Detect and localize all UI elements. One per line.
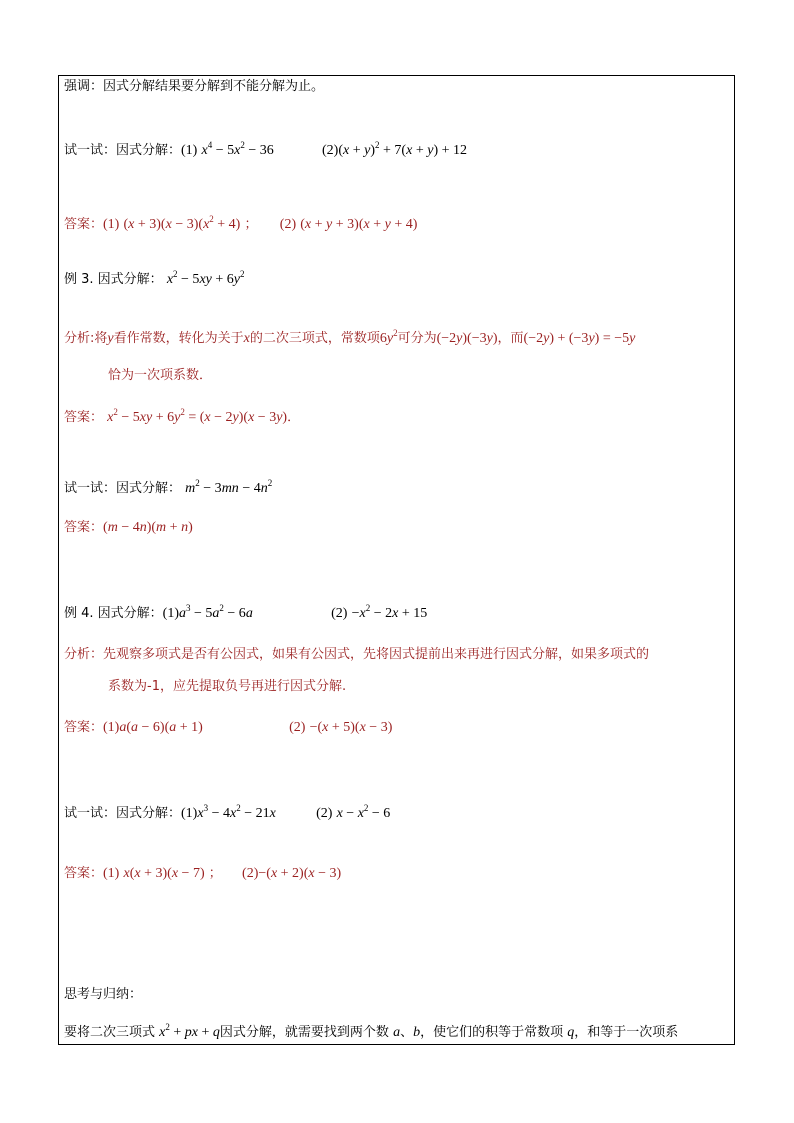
try2-expression: $m^2 - 3mn - 4n^2$ bbox=[185, 478, 273, 496]
example3-answer-expression: $x^2 - 5xy + 6y^2 = (x - 2y)(x - 3y)$ bbox=[107, 407, 288, 425]
try3-a2-expression: −(x + 2)(x − 3) bbox=[258, 866, 342, 881]
try2-answer-line bbox=[64, 519, 193, 537]
example3-label: 例 3. 因式分解： bbox=[64, 272, 163, 287]
example4-analysis-text-1: 先观察多项式是否有公因式，如果有公因式，先将因式提前出来再进行因式分解，如果多项式的 bbox=[103, 647, 650, 662]
example3-answer-line bbox=[64, 409, 300, 427]
example4-problem-line bbox=[64, 605, 427, 623]
example4-answer-line bbox=[64, 719, 392, 737]
example4-a2-expression: −(x + 5)(x − 3) bbox=[309, 720, 393, 735]
try1-a1-expression: $(x + 3)(x - 3)(x^2 + 4)$ bbox=[123, 214, 241, 232]
try1-answer-line bbox=[64, 216, 417, 234]
try1-problem-line bbox=[64, 142, 467, 160]
try1-a1-separator: ； bbox=[244, 217, 258, 232]
try3-label: 试一试：因式分解： bbox=[64, 806, 182, 821]
example3-analysis-text-5: ，而 bbox=[497, 331, 524, 346]
example4-analysis-continuation: 系数为-1，应先提取负号再进行因式分解. bbox=[108, 679, 347, 694]
emphasis-label: 强调： bbox=[64, 79, 104, 94]
try2-problem-line bbox=[64, 480, 272, 498]
summary-var-q: q bbox=[567, 1025, 575, 1040]
example3-var-y: y bbox=[107, 331, 114, 346]
example3-answer-end: ． bbox=[287, 410, 301, 425]
example3-expression: $x^2 - 5xy + 6y^2$ bbox=[166, 269, 245, 287]
summary-text-line bbox=[64, 1024, 678, 1042]
example3-analysis-continuation: 恰为一次项系数． bbox=[108, 368, 213, 383]
example3-analysis-text-3: 的二次三项式，常数项 bbox=[249, 331, 380, 346]
example3-var-x: x bbox=[243, 331, 250, 346]
try1-p1-expression: $x^4 - 5x^2 - 36$ bbox=[201, 140, 274, 158]
emphasis-text: 因式分解结果要分解到不能分解为止。 bbox=[103, 79, 325, 94]
try1-a1-prefix: (1) bbox=[103, 217, 120, 232]
example4-p1-expression: $a^3 - 5a^2 - 6a$ bbox=[179, 603, 253, 621]
summary-var-b: b bbox=[413, 1025, 421, 1040]
example4-p2-expression: $-x^2 - 2x + 15$ bbox=[351, 603, 428, 621]
try3-a1-prefix: (1) bbox=[103, 866, 120, 881]
try1-p1-prefix: (1) bbox=[181, 143, 198, 158]
example3-constant-term: $6y^2$ bbox=[379, 328, 398, 346]
example3-analysis-text-4: 可分为 bbox=[397, 331, 437, 346]
try3-problem-line bbox=[64, 805, 390, 823]
try1-p2-expression: $(x + y)^2 + 7(x + y) + 12$ bbox=[338, 140, 467, 158]
example3-analysis-line bbox=[64, 330, 635, 348]
example4-p2-prefix: (2) bbox=[331, 606, 348, 621]
summary-heading: 思考与归纳： bbox=[64, 987, 143, 1002]
try2-answer-label: 答案： bbox=[64, 520, 104, 535]
try2-answer-expression: (m − 4n)(m + n) bbox=[103, 520, 193, 535]
summary-text-e: ，和等于一次项系 bbox=[574, 1025, 679, 1040]
example3-analysis-text-1: 将 bbox=[94, 331, 108, 346]
summary-text-c: 、 bbox=[400, 1025, 414, 1040]
example4-answer-label: 答案： bbox=[64, 720, 104, 735]
try3-a1-expression: x(x + 3)(x − 7) bbox=[123, 866, 205, 881]
example4-analysis-label: 分析： bbox=[64, 647, 104, 662]
try3-p1-expression: $x^3 - 4x^2 - 21x$ bbox=[197, 803, 276, 821]
example4-analysis-line bbox=[64, 646, 649, 664]
summary-var-a: a bbox=[393, 1025, 401, 1040]
try1-a2-prefix: (2) bbox=[279, 217, 297, 232]
try1-a2-expression: (x + y + 3)(x + y + 4) bbox=[300, 217, 418, 232]
example4-a2-prefix: (2) bbox=[289, 720, 306, 735]
example4-p1-prefix: (1) bbox=[162, 606, 179, 621]
summary-text-d: ，使它们的积等于常数项 bbox=[420, 1025, 564, 1040]
try2-label: 试一试：因式分解： bbox=[64, 481, 182, 496]
try3-p1-prefix: (1) bbox=[181, 806, 198, 821]
try3-p2-expression: $x - x^2 - 6$ bbox=[336, 803, 391, 821]
try3-answer-line bbox=[64, 865, 341, 883]
summary-trinomial: $x^2$ + px + q bbox=[159, 1022, 220, 1040]
example3-answer-label: 答案： bbox=[64, 410, 104, 425]
example4-a1-prefix: (1) bbox=[103, 720, 120, 735]
emphasis-line bbox=[64, 78, 324, 96]
try3-a1-separator: ； bbox=[208, 866, 222, 881]
example3-analysis-text-2: 看作常数，转化为关于 bbox=[113, 331, 244, 346]
example3-analysis-label: 分析: bbox=[64, 331, 95, 346]
summary-text-b: 因式分解，就需要找到两个数 bbox=[219, 1025, 389, 1040]
try1-answer-label: 答案： bbox=[64, 217, 104, 232]
try3-a2-prefix: (2) bbox=[242, 866, 259, 881]
example3-problem-line bbox=[64, 271, 245, 289]
try1-p2-prefix: (2) bbox=[322, 143, 339, 158]
example4-label: 例 4. 因式分解： bbox=[64, 606, 163, 621]
try3-p2-prefix: (2) bbox=[316, 806, 333, 821]
example4-a1-expression: a(a − 6)(a + 1) bbox=[119, 720, 203, 735]
try1-label: 试一试：因式分解： bbox=[64, 143, 182, 158]
example3-split: (−2y)(−3y) bbox=[436, 331, 498, 346]
try3-answer-label: 答案： bbox=[64, 866, 104, 881]
example3-sum: (−2y) + (−3y) = −5y bbox=[523, 331, 636, 346]
summary-text-a: 要将二次三项式 bbox=[64, 1025, 156, 1040]
